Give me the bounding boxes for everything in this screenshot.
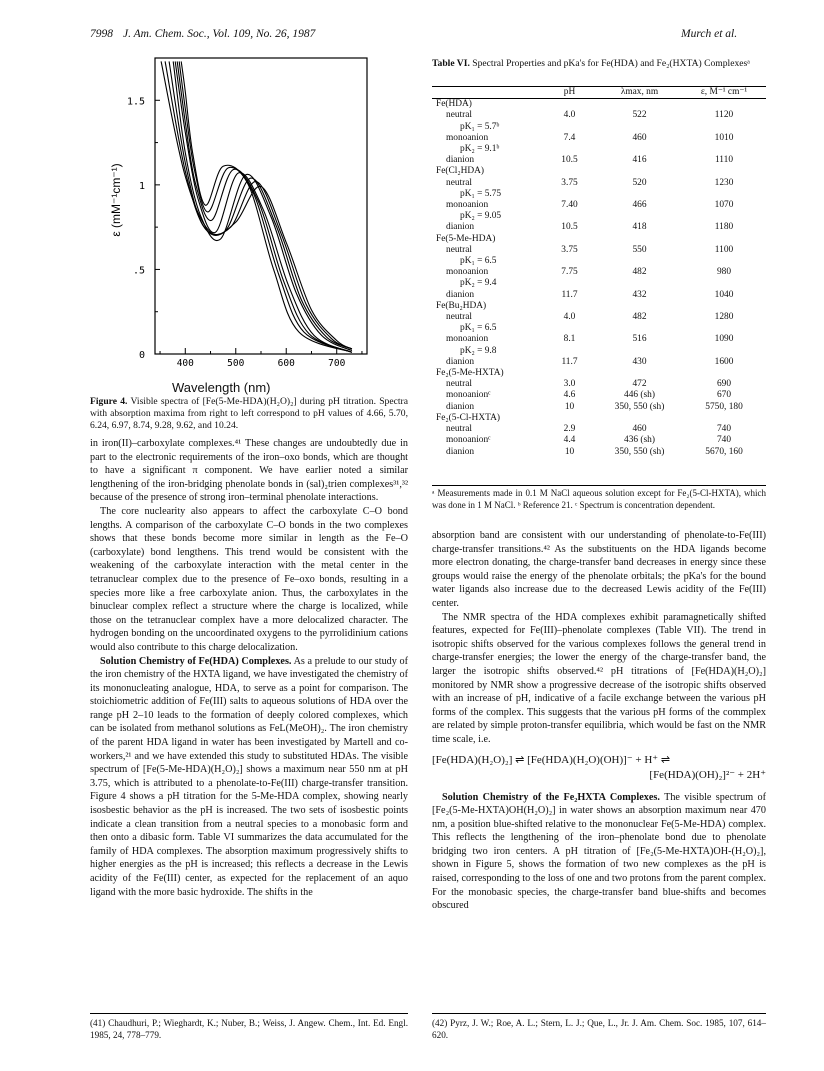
table-cell: 1010 (714, 132, 734, 143)
table-cell (597, 166, 682, 177)
table-cell (542, 413, 597, 424)
table-6-title (432, 58, 766, 70)
table-row (432, 357, 766, 368)
table-cell: 11.7 (561, 356, 578, 367)
table-cell: 350, 550 (sh) (614, 446, 665, 457)
table-row (432, 245, 766, 256)
table-row (432, 447, 766, 458)
table-cell: 10.5 (561, 222, 578, 233)
table-cell: dianion (446, 401, 475, 412)
table-cell (682, 413, 766, 424)
table-cell: monoanion (446, 132, 489, 143)
table-cell: 1600 (714, 356, 734, 367)
table-cell: 740 (716, 435, 732, 446)
table-header-row (432, 87, 766, 99)
table-cell: dianion (446, 222, 475, 233)
table-cell: 550 (632, 244, 647, 255)
table-6-grid (432, 87, 766, 458)
table-row (432, 379, 766, 390)
footnote-42: (42) Pyrz, J. W.; Roe, A. L.; Stern, L. J.; Que, L., Jr. J. Am. Chem. Soc. 1985, 107, 614–620. (432, 1018, 766, 1040)
table-row (432, 390, 766, 401)
table-row (432, 155, 766, 166)
table-cell: 4.6 (563, 390, 576, 401)
table-cell (682, 256, 766, 267)
table-cell: 1110 (714, 155, 734, 166)
table-cell (682, 278, 766, 289)
table-cell: 466 (632, 200, 647, 211)
equilibrium-equation-line-2: [Fe(HDA)(OH)₂]²⁻ + 2H⁺ (649, 768, 766, 781)
table-cell: neutral (446, 379, 473, 390)
table-6-label: Table VI. (432, 58, 470, 69)
table-cell: 10 (564, 446, 575, 457)
table-cell: pK₂ = 9.4 (460, 278, 497, 289)
right-footnote-rule (432, 1013, 766, 1014)
table-cell (542, 278, 597, 289)
table-cell: monoanion (446, 267, 489, 278)
table-cell: 980 (716, 267, 732, 278)
table-row (432, 346, 766, 357)
x-tick-label: 500 (227, 358, 245, 369)
table-cell (542, 301, 597, 312)
table-cell: 1090 (714, 334, 734, 345)
table-cell: 2.9 (563, 424, 576, 435)
table-cell: 432 (632, 289, 647, 300)
left-paragraph-3 (90, 655, 408, 900)
table-cell: 460 (632, 132, 647, 143)
table-row (432, 166, 766, 177)
table-cell: 11.7 (561, 289, 578, 300)
table-row (432, 178, 766, 189)
table-row (432, 267, 766, 278)
table-cell: 1070 (714, 200, 734, 211)
table-row (432, 99, 766, 111)
table-cell (542, 256, 597, 267)
table-cell: 482 (632, 312, 647, 323)
left-column-text (90, 437, 408, 899)
table-cell: 740 (716, 424, 732, 435)
table-cell: 350, 550 (sh) (614, 401, 665, 412)
caption-label: Figure 4. (90, 396, 128, 407)
table-6 (432, 87, 766, 458)
table-row (432, 122, 766, 133)
table-cell: dianion (446, 446, 475, 457)
table-cell: 8.1 (563, 334, 576, 345)
table-cell (682, 144, 766, 155)
table-header-cell: ε, M⁻¹ cm⁻¹ (700, 87, 748, 97)
table-cell: 4.4 (563, 435, 576, 446)
left-paragraph-3-body: As a prelude to our study of the iron chemistry of the HXTA ligand, we have investigated the chemistry of its mononucleating analogue, HDA, to serve as a point for comparison. The stoichiometric addition of Fe(III) salts to aqueous solutions of HDA over the range pH 2–10 leads to the formation of deeply colored complexes, which can be isolated from methanol solutions as FeL(MeOH)₂. The iron chemistry of the parent HDA ligand in water has been investigated by Martell and co-workers,²¹ and we have extended this study to substituted HDAs. The visible spectrum of [Fe(5-Me-HDA)(H₂O)₂] shows a maximum near 550 nm at pH 3.75, which is attributed to a phenolate-to-Fe(III) charge-transfer transition. Figure 4 shows a pH titration for the 5-Me-HDA complex, showing nearly isosbestic behavior as the pH is increased. The two sets of isosbestic points indicate a clean transition from a neutral species to a monobasic form and then onto a dibasic form. Table VI summarizes the data accumulated for the family of HDA complexes. The absorption maximum progressively shifts to higher energies as the pH is increased; this reflects a decrease in the Lewis acidity of the Fe(III) center, as expected for the replacement of an aquo ligand with the more basic hydroxide. The shifts in the (90, 655, 408, 898)
table-cell: 416 (632, 155, 647, 166)
table-row (432, 189, 766, 200)
equilibrium-equation-line-1: [Fe(HDA)(H₂O)₂] ⇌ [Fe(HDA)(H₂O)(OH)]⁻ + H⁺ ⇌ (432, 753, 671, 766)
table-cell: Fe(Cl₂HDA) (436, 166, 485, 177)
table-cell (597, 323, 682, 334)
section-heading-fe2hxta: Solution Chemistry of the Fe₂HXTA Complexes. (442, 791, 660, 803)
table-row (432, 278, 766, 289)
table-cell: pK₁ = 5.7ᵇ (460, 121, 500, 132)
table-cell: 4.0 (563, 312, 576, 323)
y-tick-label: 1 (138, 180, 145, 192)
table-cell: pK₁ = 5.75 (460, 188, 502, 199)
table-cell (542, 346, 597, 357)
table-cell (682, 368, 766, 379)
table-row (432, 402, 766, 413)
table-cell: monoanionᶜ (446, 390, 491, 401)
table-cell: Fe(HDA) (436, 99, 472, 110)
table-row (432, 234, 766, 245)
table-cell (597, 122, 682, 133)
table-cell: 10.5 (561, 155, 578, 166)
table-cell: pK₂ = 9.05 (460, 211, 502, 222)
table-cell: dianion (446, 289, 475, 300)
table-row (432, 211, 766, 222)
section-heading-fe-hda: Solution Chemistry of Fe(HDA) Complexes. (100, 655, 292, 667)
table-cell: 482 (632, 267, 647, 278)
table-cell: pK₁ = 6.5 (460, 323, 497, 334)
table-cell (542, 211, 597, 222)
table-cell: 1180 (714, 222, 734, 233)
table-cell (597, 413, 682, 424)
table-cell (597, 211, 682, 222)
table-cell (682, 166, 766, 177)
left-paragraph-2: The core nuclearity also appears to affect the carboxylate C–O bond lengths. A comparison of the carboxylate C–O bonds in the two complexes shows that these bonds become more similar in length as the Fe–O (carboxylate) bond lengthens. This trend would be consistent with the weakening of the carboxylate interaction with the metal center in the tetranuclear complex due to the presence of Fe–oxo bonds, resulting in a species more like a free carboxylate anion. Thus, the carboxylates in the binuclear complex reflect a structure where the charge is localized, while those on the tetranuclear complex have a more delocalized character. The hydrogen bonding on the uncoordinated oxygens to the pyrrolidinium cations would also contribute to this charge delocalization. (90, 505, 408, 653)
table-cell: 3.0 (563, 379, 576, 390)
caption-text: Visible spectra of [Fe(5-Me-HDA)(H₂O)₂] during pH titration. Spectra with absorption maxima from right to left correspond to pH values of 4.66, 5.70, 6.24, 6.97, 8.74, 9.28, 9.62, and 10.24. (90, 396, 408, 432)
table-cell: 436 (sh) (624, 435, 655, 446)
right-paragraph-3 (432, 791, 766, 913)
table-cell (682, 346, 766, 357)
right-paragraph-3-body: The visible spectrum of [Fe₂(5-Me-HXTA)OH(H₂O)₂] in water shows an absorption maximum near 470 nm, a position blue-shifted relative to the mononuclear Fe(5-Me-HDA) complex. This reflects the lengthening of the iron–phenolate bond due to phenolate bridging two iron centers. A pH titration of [Fe₂(5-Me-HXTA)OH-(H₂O)₂], shown in Figure 5, shows the formation of two new complexes as the pH is raised, corresponding to the loss of one and two protons from the parent complex. For the monobasic species, the charge-transfer band blue-shifts and becomes obscured (432, 791, 766, 912)
table-cell (597, 301, 682, 312)
table-cell (597, 346, 682, 357)
table-cell: 10 (564, 401, 575, 412)
table-cell (542, 122, 597, 133)
table-cell: dianion (446, 155, 475, 166)
table-cell (597, 99, 682, 111)
table-cell: 1280 (714, 312, 734, 323)
table-cell: pK₂ = 9.8 (460, 345, 497, 356)
x-axis-label: Wavelength (nm) (172, 380, 271, 395)
table-cell: dianion (446, 356, 475, 367)
table-cell: pK₁ = 6.5 (460, 256, 497, 267)
table-cell: 1230 (714, 177, 734, 188)
table-bottom-rule (432, 485, 766, 486)
table-cell (597, 144, 682, 155)
table-row (432, 144, 766, 155)
table-cell: 5670, 160 (705, 446, 743, 457)
table-cell: 1040 (714, 289, 734, 300)
table-cell (682, 211, 766, 222)
table-row (432, 424, 766, 435)
table-cell: monoanion (446, 334, 489, 345)
table-cell: monoanion (446, 200, 489, 211)
table-cell (542, 368, 597, 379)
x-tick-label: 600 (277, 358, 295, 369)
table-cell: Fe(5-Me-HDA) (436, 233, 496, 244)
spectrum-curve (161, 61, 352, 349)
table-cell: 7.75 (561, 267, 578, 278)
table-header-cell (432, 87, 542, 99)
table-cell: neutral (446, 110, 473, 121)
table-cell (597, 278, 682, 289)
x-tick-label: 700 (328, 358, 346, 369)
table-cell (542, 144, 597, 155)
table-cell: Fe(Bu₂HDA) (436, 300, 487, 311)
table-cell: 670 (716, 390, 732, 401)
left-paragraph-1: in iron(II)–carboxylate complexes.⁴¹ These changes are undoubtedly due in part to the electronic requirements of the iron–oxo bonds, which are thought to have a significant π component. We have earlier noted a similar lengthening of the iron-bridging phenolate bonds in (sal)₂trien complexes³¹,³² because of the presence of strong iron–terminal phenolate interactions. (90, 438, 408, 504)
y-tick-label: 0 (138, 350, 145, 361)
table-row (432, 435, 766, 446)
figure-4-caption (90, 396, 408, 433)
table-row (432, 222, 766, 233)
table-row (432, 368, 766, 379)
table-cell (542, 323, 597, 334)
table-row (432, 110, 766, 121)
table-cell: 1100 (714, 244, 734, 255)
table-cell (682, 99, 766, 111)
table-cell (682, 301, 766, 312)
figure-4-chart (95, 48, 385, 394)
table-row (432, 334, 766, 345)
table-cell: neutral (446, 312, 473, 323)
table-cell (682, 234, 766, 245)
author-header: Murch et al. (681, 28, 738, 40)
table-row (432, 200, 766, 211)
table-row (432, 312, 766, 323)
table-cell (597, 189, 682, 200)
table-cell: 520 (632, 177, 647, 188)
table-cell: 690 (716, 379, 732, 390)
table-row (432, 133, 766, 144)
table-cell (682, 323, 766, 334)
table-cell: 430 (632, 356, 647, 367)
table-row (432, 301, 766, 312)
table-cell: 5750, 180 (705, 401, 743, 412)
table-cell: 516 (632, 334, 647, 345)
table-cell: Fe₂(5-Me-HXTA) (436, 368, 504, 379)
table-cell: 446 (sh) (624, 390, 655, 401)
table-cell: Fe₂(5-Cl-HXTA) (436, 412, 500, 423)
table-row (432, 290, 766, 301)
right-paragraph-2: The NMR spectra of the HDA complexes exhibit paramagnetically shifted features, expected for Fe(III)–phenolate complexes (Table VII). The trend in isotropic shifts observed for the various complexes follows the general trend in charge-transfer energies; the lower the energy of the charge-transfer band, the larger the isotropic shifts observed.⁴² pH titrations of [Fe(HDA)(H₂O)₂] monitored by NMR show a progressive decrease of the isotropic shifts observed with an increase of pH, indicative of a facile exchange between the various pH forms of the complex. This suggests that the various pH forms of the commplex are related by simple proton-transfer equilibria, which would be fast on the NMR time scale, i.e. (432, 611, 766, 745)
table-cell: 522 (632, 110, 647, 121)
table-cell: neutral (446, 244, 473, 255)
table-cell (542, 189, 597, 200)
table-cell: neutral (446, 177, 473, 188)
table-cell (542, 166, 597, 177)
table-cell: 3.75 (561, 177, 578, 188)
table-cell: 472 (632, 379, 647, 390)
journal-header: J. Am. Chem. Soc., Vol. 109, No. 26, 1987 (123, 28, 316, 40)
table-cell (597, 256, 682, 267)
y-axis-label: ε (mM⁻¹cm⁻¹) (109, 163, 123, 237)
table-6-title-text: Spectral Properties and pKa's for Fe(HDA) and Fe₂(HXTA) Complexesᵃ (469, 58, 750, 69)
spectrum-curve (179, 61, 352, 352)
table-cell (682, 189, 766, 200)
x-tick-label: 400 (176, 358, 194, 369)
table-row (432, 256, 766, 267)
page-number: 7998 (90, 28, 113, 40)
table-cell (542, 234, 597, 245)
table-cell: pK₂ = 9.1ᵇ (460, 144, 500, 155)
table-cell: 3.75 (561, 244, 578, 255)
table-row (432, 323, 766, 334)
table-header-cell: λmax, nm (620, 87, 659, 97)
table-cell: 418 (632, 222, 647, 233)
table-header-cell: pH (563, 87, 576, 97)
right-paragraph-1: absorption band are consistent with our understanding of phenolate-to-Fe(III) charge-transfer transitions.⁴² As the substituents on the HDA ligands become more electron donating, the charge-transfer band decreases in energy since these groups would raise the energy of the phenolate orbitals; the pKa's for the bound water ligands also increase due to the decreased Lewis acidity of the Fe(III) center. (432, 530, 766, 609)
table-6-footnotes: ᵃ Measurements made in 0.1 M NaCl aqueous solution except for Fe₂(5-Cl-HXTA), which was done in 1 M NaCl. ᵇ Reference 21. ᶜ Spectrum is concentration dependent. (432, 488, 766, 510)
footnote-41: (41) Chaudhuri, P.; Wieghardt, K.; Nuber, B.; Weiss, J. Angew. Chem., Int. Ed. Engl. 1985, 24, 778–779. (90, 1018, 408, 1040)
table-cell: neutral (446, 424, 473, 435)
table-cell: monoanionᶜ (446, 435, 491, 446)
table-cell: 7.40 (561, 200, 578, 211)
table-cell: 7.4 (563, 132, 576, 143)
y-tick-label: .5 (132, 265, 145, 277)
table-cell (597, 368, 682, 379)
y-tick-label: 1.5 (126, 96, 145, 108)
right-column-text (432, 529, 766, 913)
table-cell: 1120 (714, 110, 734, 121)
left-footnote-rule (90, 1013, 408, 1014)
table-cell (597, 234, 682, 245)
table-row (432, 413, 766, 424)
table-cell (682, 122, 766, 133)
table-cell: 4.0 (563, 110, 576, 121)
table-cell: 460 (632, 424, 647, 435)
table-cell (542, 99, 597, 111)
